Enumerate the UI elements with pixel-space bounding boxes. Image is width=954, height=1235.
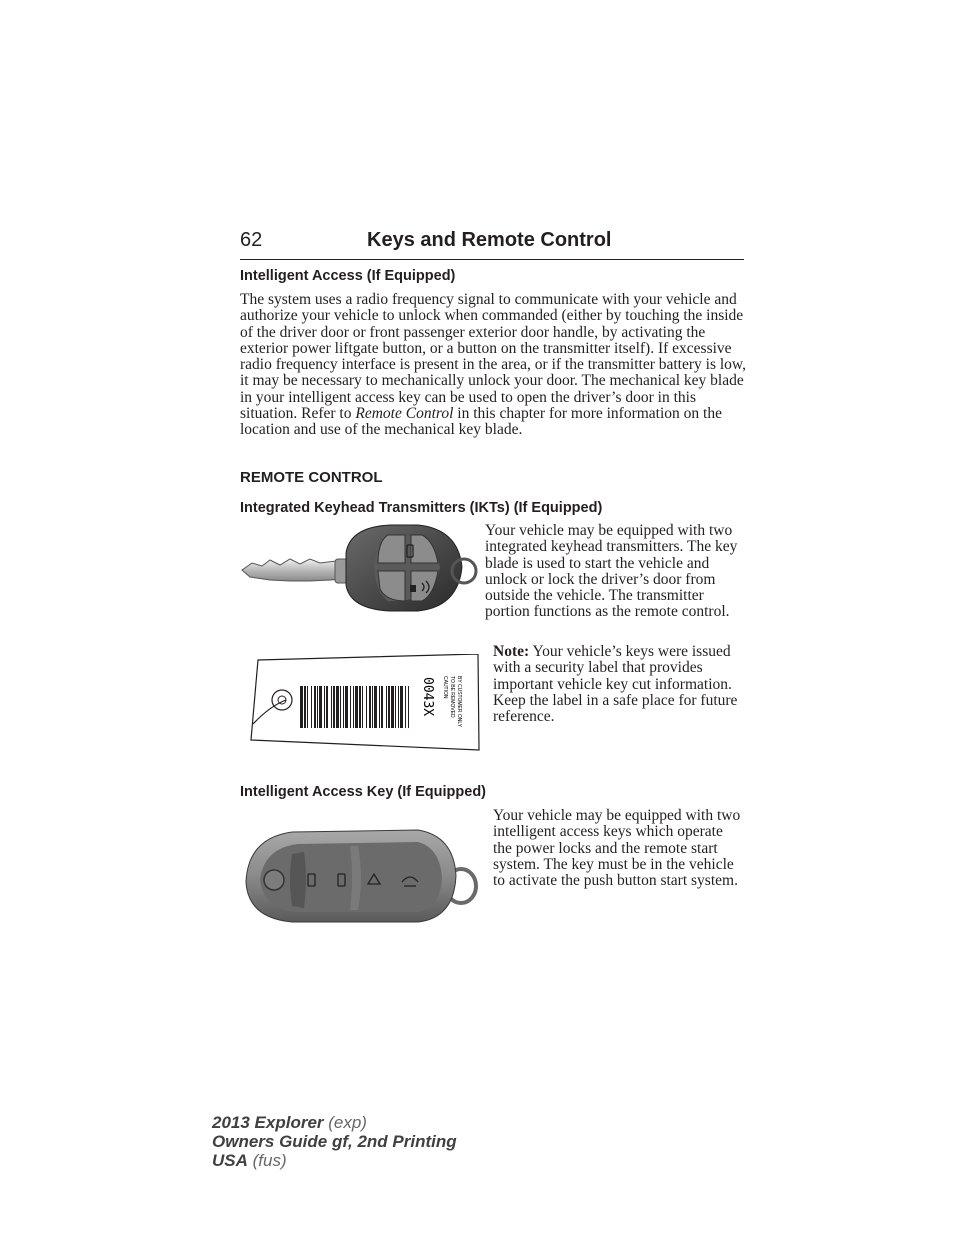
barcode-bar: [326, 686, 328, 728]
barcode-bar: [366, 686, 367, 728]
caution-text: TO BE REMOVED: [449, 676, 455, 718]
barcode-bar: [369, 686, 371, 728]
page-header: [240, 229, 744, 260]
paragraph-ikt: Your vehicle may be equipped with two integrated keyhead transmitters. The key blade is used to start the vehicle and unlock or lock the driver’s door from outside the vehicle. The transmitter portion functions as the remote control.: [485, 522, 738, 621]
barcode-bar: [408, 686, 409, 728]
barcode-bar: [333, 686, 335, 728]
caution-text: CAUTION: [442, 676, 448, 699]
barcode-bar: [355, 686, 358, 728]
barcode-bar: [388, 686, 390, 728]
barcode-bar: [314, 686, 316, 728]
paragraph-text: The system uses a radio frequency signal to communicate with your vehicle and authorize your vehicle to unlock when commanded (either by touching the inside of the driver door or front passenger exterior door handle, by activating the exterior power liftgate button, or a button on the transmitter itself). If excessive radio frequency interface is present in the area, or if the transmitter battery is low, it may be necessary to mechanically unlock your door. The mechanical key blade in your intelligent access key can be used to open the driver’s door in this situation. Refer to: [240, 291, 746, 423]
footer-market: USA: [212, 1151, 248, 1170]
barcode-bar: [362, 686, 363, 728]
barcode-bar: [336, 686, 339, 728]
barcode-bar: [386, 686, 387, 728]
page-footer: [212, 1113, 457, 1170]
note-text: Your vehicle’s keys were issued with a security label that provides important vehicle key cut information. Keep the label in a safe place for future reference.: [493, 643, 738, 726]
barcode-bar: [317, 686, 318, 728]
footer-line: [212, 1113, 457, 1132]
barcode-bar: [400, 686, 403, 728]
barcode-bar: [381, 686, 383, 728]
footer-line: [212, 1132, 457, 1151]
footer-code: (fus): [247, 1151, 287, 1170]
barcode-bar: [300, 686, 303, 728]
barcode-bar: [304, 686, 306, 728]
barcode-bar: [359, 686, 361, 728]
caution-text: BY CUSTOMER ONLY: [456, 676, 462, 728]
heading-intelligent-key: Intelligent Access Key (If Equipped): [240, 784, 487, 800]
heading-remote-control: REMOTE CONTROL: [240, 469, 383, 486]
barcode-bar: [391, 686, 394, 728]
footer-edition: Owners Guide gf, 2nd Printing: [212, 1132, 457, 1151]
footer-model: 2013 Explorer: [212, 1113, 324, 1132]
barcode-bar: [324, 686, 325, 728]
barcode-bar: [331, 686, 332, 728]
chapter-title: Keys and Remote Control: [367, 229, 612, 251]
barcode-bar: [379, 686, 380, 728]
security-label-illustration: [250, 654, 482, 754]
barcode-bar: [343, 686, 344, 728]
paragraph-text: in this chapter for more information on the location and use of the mechanical key blade.: [240, 405, 722, 439]
footer-line: [212, 1151, 457, 1170]
ikt-key-illustration: [240, 523, 478, 615]
barcode-bar: [405, 686, 406, 728]
heading-ikt: Integrated Keyhead Transmitters (IKTs) (If Equipped): [240, 500, 603, 516]
note-label: Note:: [493, 643, 530, 660]
paragraph-intelligent-access: [240, 292, 750, 439]
barcode-bar: [372, 686, 373, 728]
heading-intelligent-access: Intelligent Access (If Equipped): [240, 268, 456, 284]
barcode-bar: [350, 686, 351, 728]
barcode-bar: [307, 686, 308, 728]
barcode-bar: [398, 686, 399, 728]
footer-code: (exp): [323, 1113, 367, 1132]
barcode-bar: [395, 686, 396, 728]
page-number: 62: [240, 229, 263, 251]
security-code: 0043X: [420, 677, 435, 717]
paragraph-note: [493, 644, 749, 725]
barcode-bar: [319, 686, 322, 728]
cross-reference: Remote Control: [355, 405, 454, 423]
barcode-bar: [374, 686, 377, 728]
barcode-bar: [311, 686, 312, 728]
barcode-bar: [340, 686, 341, 728]
barcode-bar: [353, 686, 354, 728]
barcode-bar: [345, 686, 348, 728]
paragraph-intelligent-key: Your vehicle may be equipped with two intelligent access keys which operate the power locks and the remote start system. The key must be in the vehicle to activate the push button start system.: [493, 807, 741, 890]
intelligent-key-illustration: [242, 826, 480, 926]
